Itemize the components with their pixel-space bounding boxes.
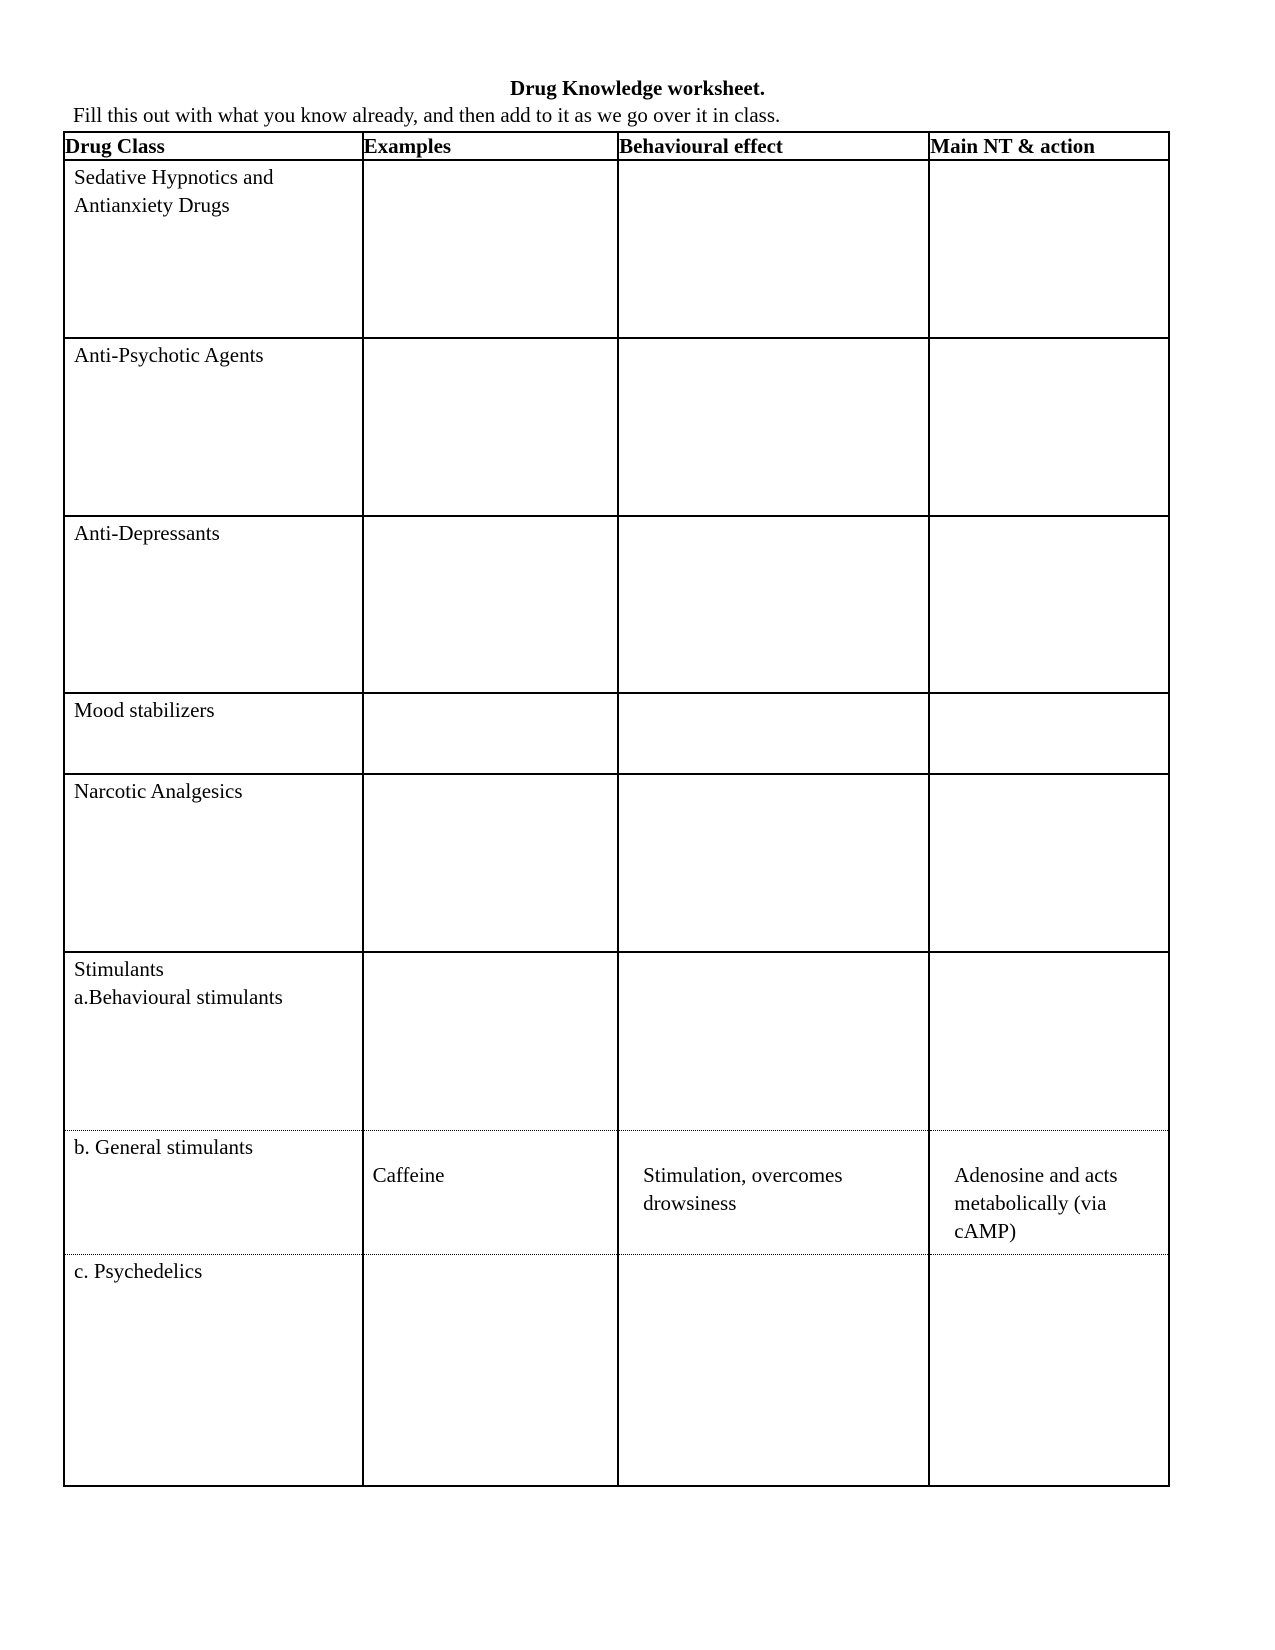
- drug-class-label: Narcotic Analgesics: [74, 779, 243, 803]
- column-header-examples: Examples: [363, 132, 618, 160]
- main-nt-cell[interactable]: [929, 160, 1169, 338]
- behavioural-effect-cell[interactable]: [618, 338, 929, 516]
- behavioural-effect-cell[interactable]: [618, 693, 929, 774]
- examples-cell[interactable]: [363, 774, 618, 952]
- drug-class-cell: [64, 952, 363, 1130]
- main-nt-cell[interactable]: [929, 1254, 1169, 1486]
- drug-class-cell: [64, 1130, 363, 1254]
- examples-cell[interactable]: [363, 338, 618, 516]
- table-row: [64, 774, 1169, 952]
- main-nt-cell[interactable]: [929, 1130, 1169, 1254]
- table-row: [64, 952, 1169, 1130]
- drug-class-label: Anti-Psychotic Agents: [74, 343, 264, 367]
- examples-cell[interactable]: [363, 160, 618, 338]
- drug-class-cell: [64, 516, 363, 693]
- drug-class-cell: [64, 693, 363, 774]
- drug-class-label: Anti-Depressants: [74, 521, 220, 545]
- drug-class-label: Mood stabilizers: [74, 698, 215, 722]
- behavioural-effect-cell[interactable]: [618, 774, 929, 952]
- behavioural-effect-cell[interactable]: [618, 160, 929, 338]
- behavioural-effect-cell[interactable]: [618, 1130, 929, 1254]
- column-header-main-nt: Main NT & action: [929, 132, 1169, 160]
- behavioural-effect-cell[interactable]: [618, 1254, 929, 1486]
- nt-text: Adenosine and acts: [954, 1162, 1118, 1187]
- column-header-drug-class: Drug Class: [64, 132, 363, 160]
- examples-cell[interactable]: [363, 1254, 618, 1486]
- table-row: [64, 693, 1169, 774]
- main-nt-cell[interactable]: [929, 693, 1169, 774]
- main-nt-cell[interactable]: [929, 516, 1169, 693]
- drug-class-cell: [64, 1254, 363, 1486]
- drug-class-label: Antianxiety Drugs: [74, 193, 230, 217]
- nt-text: cAMP): [954, 1218, 1017, 1243]
- examples-cell[interactable]: [363, 952, 618, 1130]
- examples-cell[interactable]: [363, 516, 618, 693]
- worksheet-title: Drug Knowledge worksheet.: [510, 76, 765, 100]
- drug-class-label: Stimulants: [74, 957, 164, 981]
- table-row: [64, 338, 1169, 516]
- drug-class-sublabel: b. General stimulants: [74, 1134, 254, 1159]
- table-row: [64, 1254, 1169, 1486]
- effect-text: drowsiness: [643, 1190, 737, 1215]
- nt-text: metabolically (via: [954, 1190, 1107, 1215]
- example-text: Caffeine: [372, 1162, 445, 1187]
- examples-cell[interactable]: [363, 693, 618, 774]
- drug-class-cell: [64, 338, 363, 516]
- table-row: [64, 1130, 1169, 1254]
- main-nt-cell[interactable]: [929, 338, 1169, 516]
- drug-class-sublabel: c. Psychedelics: [74, 1258, 203, 1283]
- table-row: [64, 160, 1169, 338]
- drug-class-sublabel: a.Behavioural stimulants: [74, 985, 283, 1009]
- column-header-behavioural-effect: Behavioural effect: [618, 132, 929, 160]
- behavioural-effect-cell[interactable]: [618, 952, 929, 1130]
- table-row: [64, 516, 1169, 693]
- main-nt-cell[interactable]: [929, 774, 1169, 952]
- drug-class-cell: [64, 160, 363, 338]
- drug-knowledge-table: [63, 131, 1170, 1487]
- drug-class-cell: [64, 774, 363, 952]
- drug-class-label: Sedative Hypnotics and: [74, 165, 274, 189]
- effect-text: Stimulation, overcomes: [643, 1162, 843, 1187]
- behavioural-effect-cell[interactable]: [618, 516, 929, 693]
- main-nt-cell[interactable]: [929, 952, 1169, 1130]
- examples-cell[interactable]: [363, 1130, 618, 1254]
- table-header-row: [64, 132, 1169, 160]
- worksheet-instructions: Fill this out with what you know already, and then add to it as we go over it in class.: [73, 103, 781, 127]
